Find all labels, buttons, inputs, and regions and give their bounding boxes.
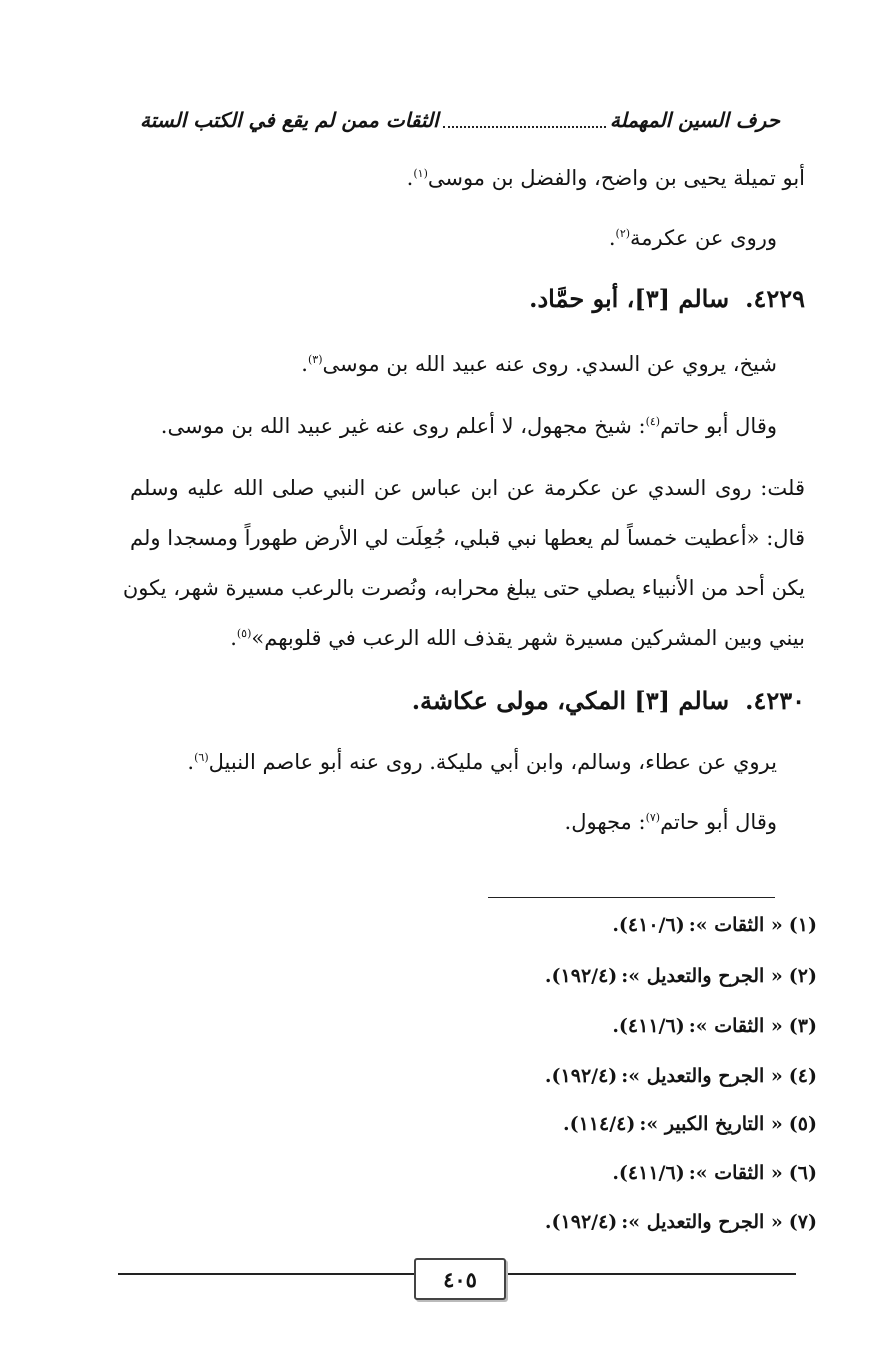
- footnote-7: (٧)« الجرح والتعديل »:(١٩٢/٤).: [544, 1211, 817, 1233]
- footnote-3: (٣)« الثقات »:(٤١١/٦).: [612, 1015, 817, 1037]
- header-dot-leader: [443, 112, 606, 128]
- paragraph-line-1: قلت: روى السدي عن عكرمة عن ابن عباس عن النبي صلى الله عليه وسلم: [130, 476, 805, 500]
- paragraph-line-4: بيني وبين المشركين مسيرة شهر يقذف الله الرعب في قلوبهم»$^{(٥)}$.: [230, 626, 805, 650]
- footnote-ref[interactable]: (٦): [194, 751, 209, 764]
- paragraph-line-3: يكن أحد من الأنبياء يصلي حتى يبلغ محرابه، ونُصرت بالرعب مسيرة شهر، يكون: [122, 576, 805, 600]
- body-line-1: أبو تميلة يحيى بن واضح، والفضل بن موسى$^{(١)}$.: [406, 166, 805, 190]
- footnote-separator: [488, 897, 775, 898]
- footnote-ref[interactable]: (٣): [307, 353, 323, 366]
- body-line-2: وروى عن عكرمة$^{(٢)}$.: [608, 226, 777, 250]
- footnote-1: (١)« الثقات »:(٤١٠/٦).: [612, 914, 817, 936]
- body-line-4: وقال أبو حاتم$^{(٤)}$: شيخ مجهول، لا أعلم روى عنه غير عبيد الله بن موسى.: [160, 414, 777, 438]
- footnote-ref[interactable]: (٧): [645, 811, 661, 824]
- entry-title: سالم [٣]، أبو حمَّاد.: [529, 284, 730, 313]
- body-line-5: يروي عن عطاء، وسالم، وابن أبي مليكة. روى عنه أبو عاصم النبيل$^{(٦)}$.: [187, 750, 777, 774]
- footnote-ref[interactable]: (٤): [645, 415, 661, 428]
- entry-heading-4230: [412, 686, 805, 715]
- entry-title: سالم [٣] المكي، مولى عكاشة.: [411, 686, 730, 715]
- footnote-4: (٤)« الجرح والتعديل »:(١٩٢/٤).: [544, 1065, 817, 1087]
- body-line-6: وقال أبو حاتم$^{(٧)}$: مجهول.: [564, 810, 777, 834]
- footnote-ref[interactable]: (٥): [236, 627, 252, 640]
- entry-heading-4229: [529, 284, 805, 313]
- footnote-2: (٢)« الجرح والتعديل »:(١٩٢/٤).: [544, 965, 817, 987]
- footnote-5: (٥)« التاريخ الكبير »:(١١٤/٤).: [562, 1113, 817, 1135]
- footnote-ref[interactable]: (١): [413, 167, 428, 180]
- running-header: [140, 104, 780, 136]
- paragraph-line-2: قال: «أعطيت خمساً لم يعطها نبي قبلي، جُعِلَت لي الأرض طهوراً ومسجدا ولم: [130, 526, 805, 550]
- entry-number: ٤٢٢٩.: [745, 284, 805, 313]
- body-line-3: شيخ، يروي عن السدي. روى عنه عبيد الله بن موسى$^{(٣)}$.: [301, 352, 777, 376]
- entry-number: ٤٢٣٠.: [745, 686, 805, 715]
- header-book-title: الثقات ممن لم يقع في الكتب الستة: [140, 108, 439, 132]
- footnote-ref[interactable]: (٢): [615, 227, 631, 240]
- footnote-6: (٦)« الثقات »:(٤١١/٦).: [612, 1162, 817, 1184]
- page-number: ٤٠٥: [414, 1258, 506, 1300]
- header-chapter: حرف السين المهملة: [609, 108, 780, 132]
